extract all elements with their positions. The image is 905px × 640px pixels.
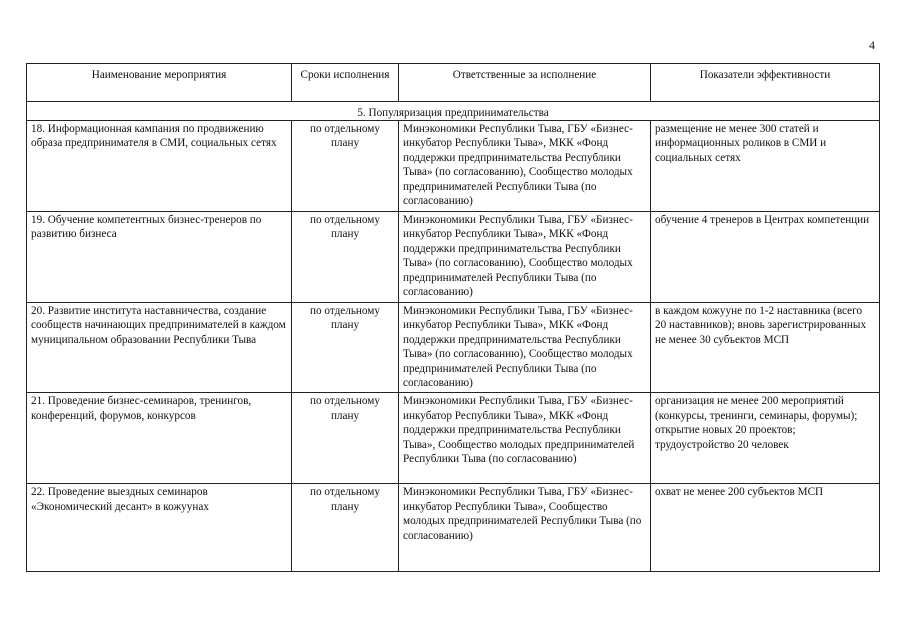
header-name: Наименование мероприятия	[27, 64, 292, 102]
row-responsible: Минэкономики Республики Тыва, ГБУ «Бизнес-инкубатор Республики Тыва», МКК «Фонд поддержки предпринимательства Республики Тыва» (по согласованию), Сообщество молодых предпринимателей Республики Тыва (по согласованию)	[399, 212, 651, 303]
table-row	[27, 484, 880, 572]
table-row	[27, 212, 880, 303]
row-name: 19. Обучение компетентных бизнес-тренеров по развитию бизнеса	[27, 212, 292, 303]
row-term: по отдельному плану	[292, 484, 399, 572]
section-title: 5. Популяризация предпринимательства	[27, 102, 880, 121]
row-name: 22. Проведение выездных семинаров «Экономический десант» в кожуунах	[27, 484, 292, 572]
row-name: 20. Развитие института наставничества, создание сообществ начинающих предпринимателей в каждом муниципальном образовании Республики Тыва	[27, 303, 292, 393]
row-indicators: размещение не менее 300 статей и информационных роликов в СМИ и социальных сетях	[651, 121, 880, 212]
row-indicators: в каждом кожууне по 1-2 наставника (всего 20 наставников); вновь зарегистрированных не менее 30 субъектов МСП	[651, 303, 880, 393]
row-indicators: обучение 4 тренеров в Центрах компетенции	[651, 212, 880, 303]
row-term: по отдельному плану	[292, 393, 399, 484]
row-term: по отдельному плану	[292, 212, 399, 303]
row-term: по отдельному плану	[292, 121, 399, 212]
header-responsible: Ответственные за исполнение	[399, 64, 651, 102]
table-row	[27, 393, 880, 484]
table-row	[27, 121, 880, 212]
row-name: 21. Проведение бизнес-семинаров, тренингов, конференций, форумов, конкурсов	[27, 393, 292, 484]
row-responsible: Минэкономики Республики Тыва, ГБУ «Бизнес-инкубатор Республики Тыва», МКК «Фонд поддержки предпринимательства Республики Тыва», Сообщество молодых предпринимателей Республики Тыва (по согласованию)	[399, 393, 651, 484]
section-row	[27, 102, 880, 121]
row-responsible: Минэкономики Республики Тыва, ГБУ «Бизнес-инкубатор Республики Тыва», Сообщество молодых предпринимателей Республики Тыва (по согласованию)	[399, 484, 651, 572]
row-indicators: охват не менее 200 субъектов МСП	[651, 484, 880, 572]
table-header-row	[27, 64, 880, 102]
header-term: Сроки исполнения	[292, 64, 399, 102]
row-term: по отдельному плану	[292, 303, 399, 393]
table-row	[27, 303, 880, 393]
row-responsible: Минэкономики Республики Тыва, ГБУ «Бизнес-инкубатор Республики Тыва», МКК «Фонд поддержки предпринимательства Республики Тыва» (по согласованию), Сообщество молодых предпринимателей Республики Тыва (по согласованию)	[399, 303, 651, 393]
row-responsible: Минэкономики Республики Тыва, ГБУ «Бизнес-инкубатор Республики Тыва», МКК «Фонд поддержки предпринимательства Республики Тыва» (по согласованию), Сообщество молодых предпринимателей Республики Тыва (по согласованию)	[399, 121, 651, 212]
row-name: 18. Информационная кампания по продвижению образа предпринимателя в СМИ, социальных сетях	[27, 121, 292, 212]
row-indicators: организация не менее 200 мероприятий (конкурсы, тренинги, семинары, форумы); открытие новых 20 проектов; трудоустройство 20 человек	[651, 393, 880, 484]
measures-table	[26, 63, 880, 572]
page-number: 4	[869, 38, 875, 52]
header-indicators: Показатели эффективности	[651, 64, 880, 102]
